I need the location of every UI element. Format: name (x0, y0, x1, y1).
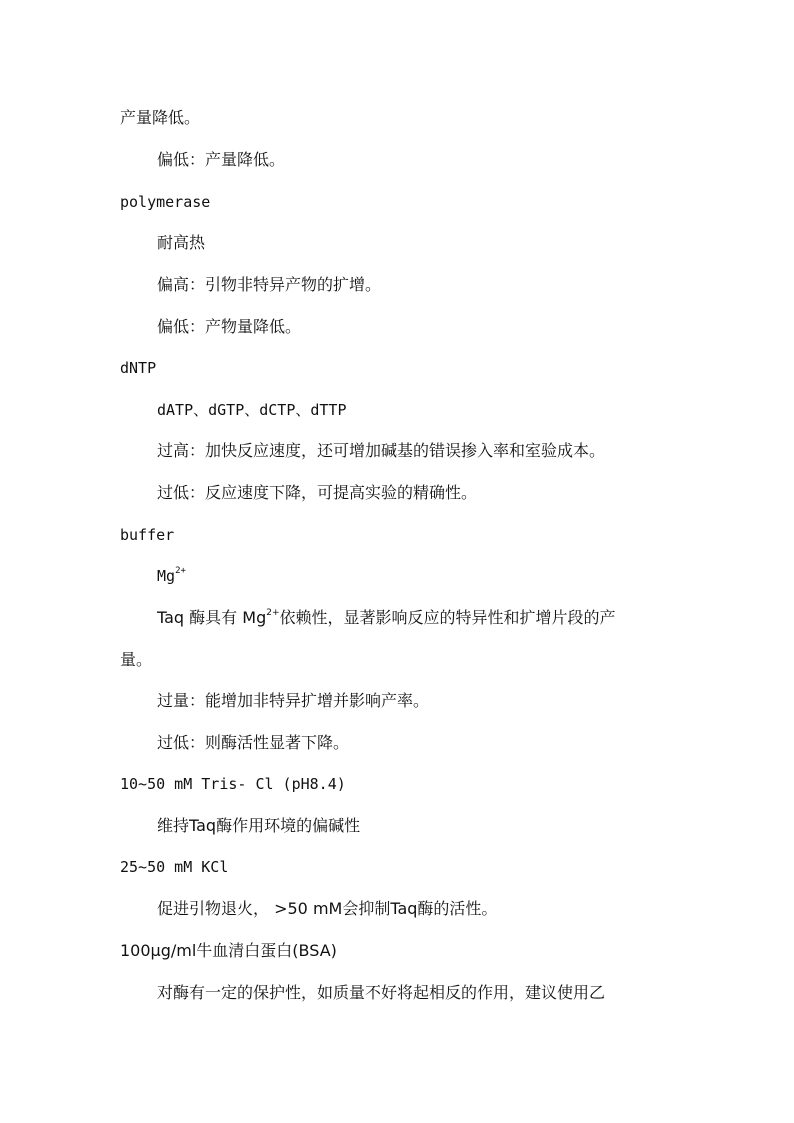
text-line: 量。 (120, 650, 153, 669)
text-line: 产量降低。 (120, 108, 201, 127)
text-line: 耐高热 (157, 233, 206, 252)
text-line: 偏低：产物量降低。 (157, 317, 302, 336)
section-heading-tris: 10~50 mM Tris- Cl (pH8.4) (120, 775, 346, 793)
text-line: 过量：能增加非特异扩增并影响产率。 (157, 691, 430, 710)
section-heading-bsa: 100μg/ml牛血清白蛋白(BSA) (120, 941, 337, 960)
text-line: $Mg^{2+}$ (157, 566, 186, 585)
text-line: 过低：则酶活性显著下降。 (157, 733, 350, 752)
text-line: 过高：加快反应速度，还可增加碱基的错误掺入率和室验成本。 (157, 441, 606, 460)
section-heading-polymerase: polymerase (120, 193, 211, 211)
text-line: 维持Taq酶作用环境的偏碱性 (157, 816, 361, 835)
text-line: Taq 酶具有 $Mg^{2+}$依赖性，显著影响反应的特异性和扩增片段的产 (157, 607, 616, 627)
text-line: 对酶有一定的保护性，如质量不好将起相反的作用，建议使用乙 (157, 983, 606, 1002)
section-heading-buffer: buffer (120, 526, 175, 544)
section-heading-dntp: dNTP (120, 359, 157, 377)
text-line: 过低：反应速度下降，可提高实验的精确性。 (157, 483, 478, 502)
section-heading-kcl: 25~50 mM KCl (120, 858, 229, 876)
text-line: 促进引物退火， >50 mM会抑制Taq酶的活性。 (157, 899, 498, 918)
text-line: 偏低：产量降低。 (157, 150, 286, 169)
text-line: dATP、dGTP、dCTP、dTTP (157, 401, 347, 419)
text-line: 偏高：引物非特异产物的扩增。 (157, 275, 382, 294)
